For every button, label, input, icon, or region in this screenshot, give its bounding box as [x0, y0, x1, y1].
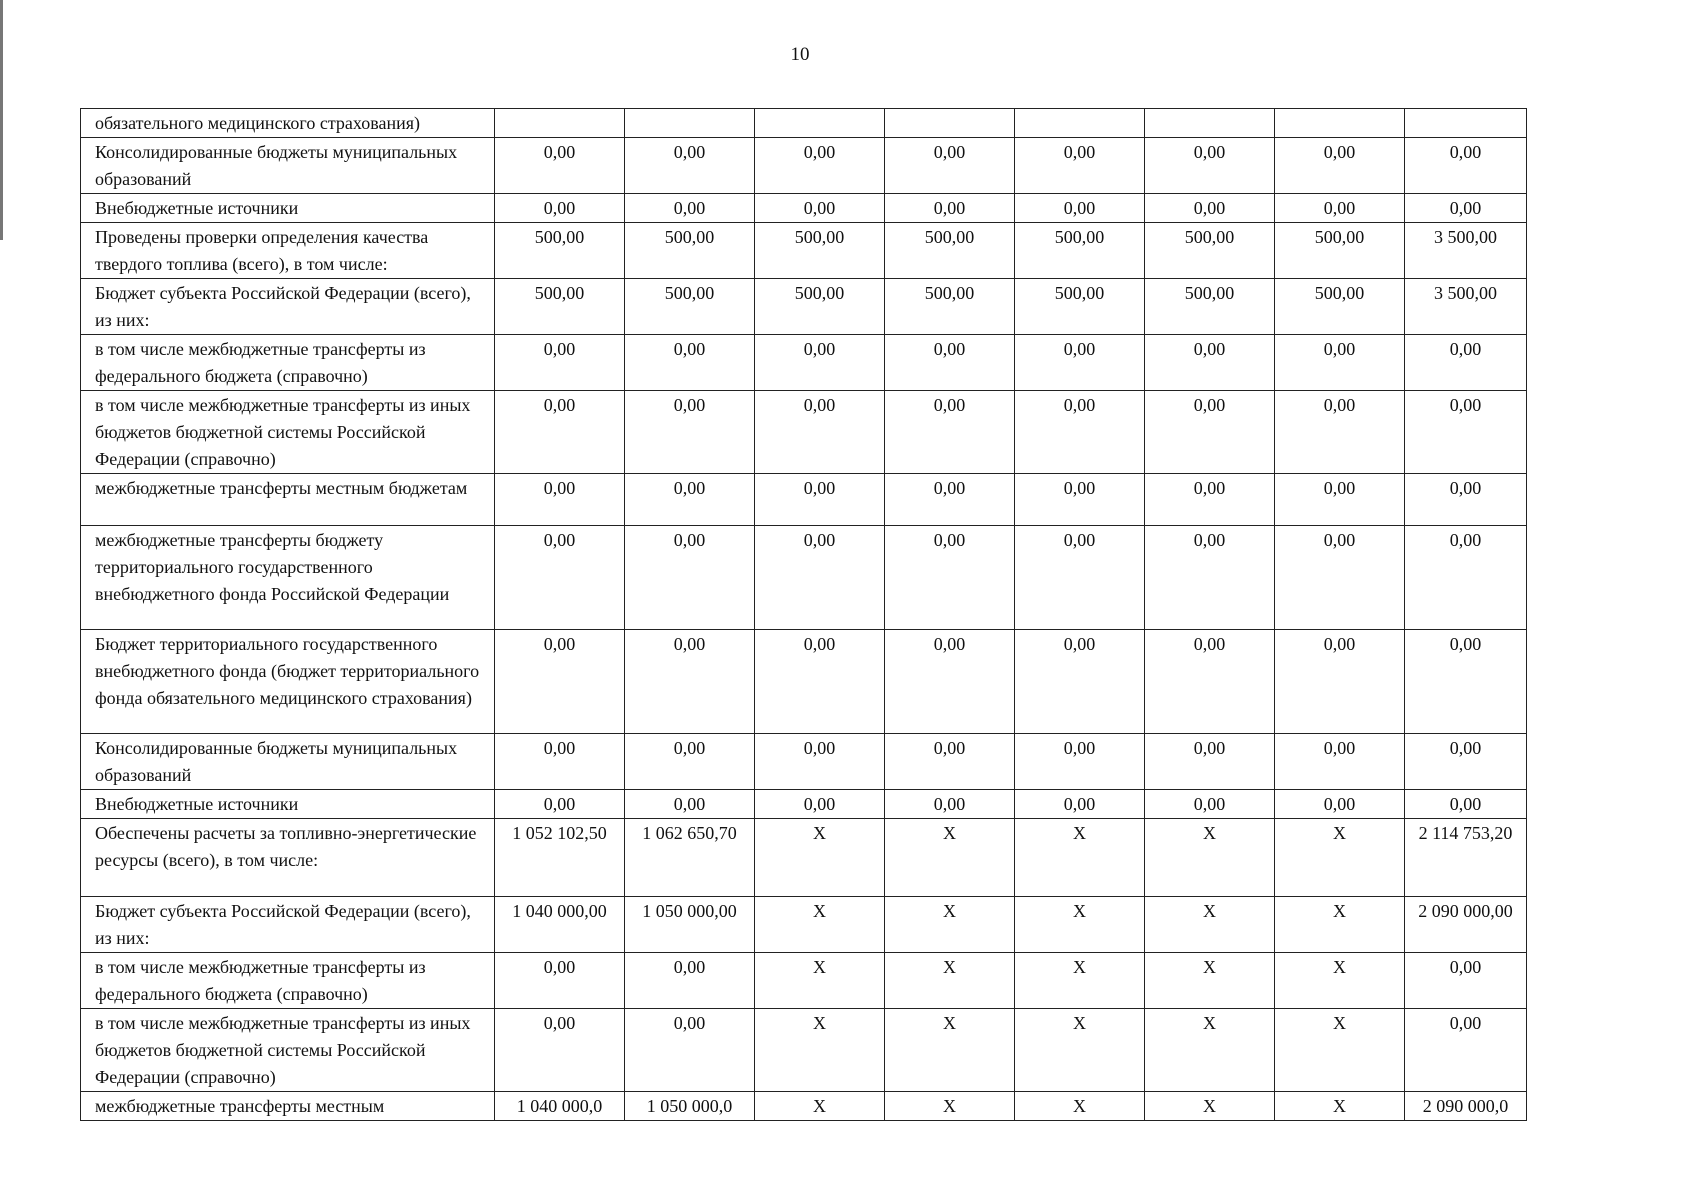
value-cell: 500,00	[755, 223, 885, 279]
value-cell: 0,00	[1275, 734, 1405, 790]
value-cell: 0,00	[1015, 630, 1145, 734]
row-label-cell: Бюджет субъекта Российской Федерации (всего), из них:	[81, 897, 495, 953]
value-cell: 0,00	[1275, 790, 1405, 819]
value-cell: X	[1275, 953, 1405, 1009]
value-cell: 500,00	[885, 223, 1015, 279]
value-cell: 0,00	[495, 953, 625, 1009]
value-cell: 0,00	[1405, 734, 1527, 790]
value-cell: 0,00	[1405, 391, 1527, 474]
value-cell: 0,00	[1145, 138, 1275, 194]
table-row	[81, 194, 1527, 223]
value-cell: X	[1015, 1092, 1145, 1121]
value-cell: 0,00	[495, 474, 625, 526]
value-cell: X	[885, 819, 1015, 897]
value-cell	[495, 109, 625, 138]
value-cell: X	[1275, 819, 1405, 897]
row-label-cell: в том числе межбюджетные трансферты из федерального бюджета (справочно)	[81, 335, 495, 391]
value-cell: 0,00	[1015, 138, 1145, 194]
value-cell: X	[1145, 819, 1275, 897]
value-cell: 0,00	[755, 391, 885, 474]
value-cell: X	[1145, 1009, 1275, 1092]
value-cell: 0,00	[1405, 1009, 1527, 1092]
scan-edge-line	[0, 0, 3, 240]
value-cell: 0,00	[885, 474, 1015, 526]
value-cell: 0,00	[1275, 630, 1405, 734]
value-cell: 0,00	[755, 790, 885, 819]
value-cell: 0,00	[755, 474, 885, 526]
value-cell: 0,00	[1275, 391, 1405, 474]
value-cell: 0,00	[755, 194, 885, 223]
value-cell: 1 050 000,00	[625, 897, 755, 953]
value-cell: X	[1145, 897, 1275, 953]
value-cell: 0,00	[495, 790, 625, 819]
value-cell: 0,00	[1145, 526, 1275, 630]
value-cell	[885, 109, 1015, 138]
value-cell: 0,00	[885, 734, 1015, 790]
row-label-cell: в том числе межбюджетные трансферты из иных бюджетов бюджетной системы Российской Федерации (справочно)	[81, 1009, 495, 1092]
value-cell: X	[755, 897, 885, 953]
value-cell: 0,00	[755, 630, 885, 734]
table-row	[81, 819, 1527, 897]
value-cell: 0,00	[755, 335, 885, 391]
value-cell: X	[755, 1092, 885, 1121]
value-cell: 0,00	[885, 138, 1015, 194]
value-cell: 0,00	[1405, 335, 1527, 391]
table-row	[81, 1009, 1527, 1092]
value-cell: 0,00	[755, 138, 885, 194]
row-label-cell: в том числе межбюджетные трансферты из федерального бюджета (справочно)	[81, 953, 495, 1009]
value-cell: X	[885, 897, 1015, 953]
table-row	[81, 734, 1527, 790]
value-cell: 0,00	[495, 391, 625, 474]
table-row	[81, 630, 1527, 734]
value-cell: X	[755, 953, 885, 1009]
table-row	[81, 526, 1527, 630]
value-cell: 0,00	[495, 335, 625, 391]
value-cell: 0,00	[1405, 138, 1527, 194]
value-cell: X	[1275, 1092, 1405, 1121]
table-row	[81, 897, 1527, 953]
value-cell: 0,00	[885, 630, 1015, 734]
value-cell: 500,00	[1275, 279, 1405, 335]
value-cell: 0,00	[625, 734, 755, 790]
value-cell: 0,00	[625, 138, 755, 194]
table-row	[81, 109, 1527, 138]
value-cell: 0,00	[1145, 391, 1275, 474]
value-cell: X	[1015, 953, 1145, 1009]
row-label-cell: межбюджетные трансферты местным	[81, 1092, 495, 1121]
table-body	[81, 109, 1527, 1121]
table-row	[81, 953, 1527, 1009]
value-cell: 500,00	[625, 223, 755, 279]
value-cell: X	[1275, 1009, 1405, 1092]
value-cell: 0,00	[495, 734, 625, 790]
value-cell: 0,00	[1405, 630, 1527, 734]
value-cell: 0,00	[1145, 734, 1275, 790]
value-cell: 0,00	[1405, 526, 1527, 630]
value-cell: 0,00	[1015, 790, 1145, 819]
value-cell: 500,00	[1275, 223, 1405, 279]
value-cell: 3 500,00	[1405, 279, 1527, 335]
value-cell: 500,00	[1015, 279, 1145, 335]
row-label-cell: Бюджет территориального государственного внебюджетного фонда (бюджет территориального фонда обязательного медицинского страхования)	[81, 630, 495, 734]
value-cell: 500,00	[1145, 279, 1275, 335]
row-label-cell: в том числе межбюджетные трансферты из иных бюджетов бюджетной системы Российской Федерации (справочно)	[81, 391, 495, 474]
value-cell: X	[755, 1009, 885, 1092]
value-cell: X	[1145, 1092, 1275, 1121]
value-cell: 0,00	[1405, 194, 1527, 223]
value-cell: X	[1015, 819, 1145, 897]
value-cell: 2 090 000,00	[1405, 897, 1527, 953]
value-cell: 0,00	[885, 790, 1015, 819]
table-row	[81, 335, 1527, 391]
value-cell	[1145, 109, 1275, 138]
value-cell: 0,00	[1015, 474, 1145, 526]
value-cell: 500,00	[755, 279, 885, 335]
row-label-cell: Бюджет субъекта Российской Федерации (всего), из них:	[81, 279, 495, 335]
value-cell: 0,00	[1015, 526, 1145, 630]
value-cell: 0,00	[1275, 474, 1405, 526]
value-cell: 0,00	[1145, 630, 1275, 734]
value-cell: 0,00	[1405, 474, 1527, 526]
table-row	[81, 279, 1527, 335]
value-cell: X	[885, 1009, 1015, 1092]
row-label-cell: межбюджетные трансферты местным бюджетам	[81, 474, 495, 526]
value-cell: 0,00	[625, 474, 755, 526]
value-cell: 0,00	[1145, 790, 1275, 819]
value-cell: 0,00	[1275, 526, 1405, 630]
table-row	[81, 223, 1527, 279]
value-cell: 1 052 102,50	[495, 819, 625, 897]
value-cell: 0,00	[495, 1009, 625, 1092]
table-row	[81, 1092, 1527, 1121]
value-cell: X	[1275, 897, 1405, 953]
value-cell: 0,00	[495, 138, 625, 194]
value-cell: X	[1145, 953, 1275, 1009]
value-cell: 0,00	[625, 630, 755, 734]
value-cell: X	[1015, 1009, 1145, 1092]
value-cell: 0,00	[495, 526, 625, 630]
value-cell: X	[1015, 897, 1145, 953]
value-cell: 0,00	[1145, 335, 1275, 391]
value-cell: 0,00	[1275, 138, 1405, 194]
value-cell	[1275, 109, 1405, 138]
value-cell: 500,00	[1015, 223, 1145, 279]
value-cell: 0,00	[755, 526, 885, 630]
value-cell	[1405, 109, 1527, 138]
row-label-cell: Консолидированные бюджеты муниципальных образований	[81, 734, 495, 790]
value-cell: 0,00	[1145, 194, 1275, 223]
value-cell: 2 114 753,20	[1405, 819, 1527, 897]
value-cell	[1015, 109, 1145, 138]
page-number: 10	[790, 44, 810, 65]
value-cell: 1 040 000,00	[495, 897, 625, 953]
value-cell: 0,00	[625, 194, 755, 223]
budget-table	[80, 108, 1527, 1121]
value-cell: 0,00	[1145, 474, 1275, 526]
table-row	[81, 391, 1527, 474]
row-label-cell: Внебюджетные источники	[81, 790, 495, 819]
row-label-cell: Консолидированные бюджеты муниципальных образований	[81, 138, 495, 194]
value-cell: X	[885, 1092, 1015, 1121]
table-row	[81, 474, 1527, 526]
value-cell: 0,00	[885, 194, 1015, 223]
value-cell: 0,00	[625, 391, 755, 474]
value-cell: 0,00	[625, 953, 755, 1009]
value-cell: 0,00	[755, 734, 885, 790]
value-cell: 0,00	[885, 391, 1015, 474]
value-cell	[755, 109, 885, 138]
value-cell: 0,00	[1015, 734, 1145, 790]
value-cell: 0,00	[1015, 335, 1145, 391]
value-cell: 2 090 000,0	[1405, 1092, 1527, 1121]
value-cell: 500,00	[495, 223, 625, 279]
row-label-cell: Обеспечены расчеты за топливно-энергетические ресурсы (всего), в том числе:	[81, 819, 495, 897]
value-cell: 500,00	[1145, 223, 1275, 279]
table-row	[81, 138, 1527, 194]
value-cell: 0,00	[625, 335, 755, 391]
value-cell: 0,00	[625, 790, 755, 819]
value-cell: 0,00	[1275, 335, 1405, 391]
value-cell: 0,00	[625, 526, 755, 630]
row-label-cell: обязательного медицинского страхования)	[81, 109, 495, 138]
value-cell: 0,00	[1405, 790, 1527, 819]
row-label-cell: межбюджетные трансферты бюджету территориального государственного внебюджетного фонда Российской Федерации	[81, 526, 495, 630]
value-cell: 0,00	[1405, 953, 1527, 1009]
row-label-cell: Проведены проверки определения качества твердого топлива (всего), в том числе:	[81, 223, 495, 279]
value-cell: 0,00	[1015, 194, 1145, 223]
row-label-cell: Внебюджетные источники	[81, 194, 495, 223]
value-cell: 500,00	[625, 279, 755, 335]
value-cell: 3 500,00	[1405, 223, 1527, 279]
value-cell: 0,00	[625, 1009, 755, 1092]
value-cell: 500,00	[885, 279, 1015, 335]
value-cell: 0,00	[1015, 391, 1145, 474]
value-cell	[625, 109, 755, 138]
value-cell: 500,00	[495, 279, 625, 335]
value-cell: 1 040 000,0	[495, 1092, 625, 1121]
value-cell: 0,00	[885, 335, 1015, 391]
value-cell: 0,00	[885, 526, 1015, 630]
value-cell: 1 050 000,0	[625, 1092, 755, 1121]
value-cell: 1 062 650,70	[625, 819, 755, 897]
value-cell: 0,00	[495, 630, 625, 734]
value-cell: X	[755, 819, 885, 897]
table-row	[81, 790, 1527, 819]
value-cell: X	[885, 953, 1015, 1009]
value-cell: 0,00	[1275, 194, 1405, 223]
value-cell: 0,00	[495, 194, 625, 223]
